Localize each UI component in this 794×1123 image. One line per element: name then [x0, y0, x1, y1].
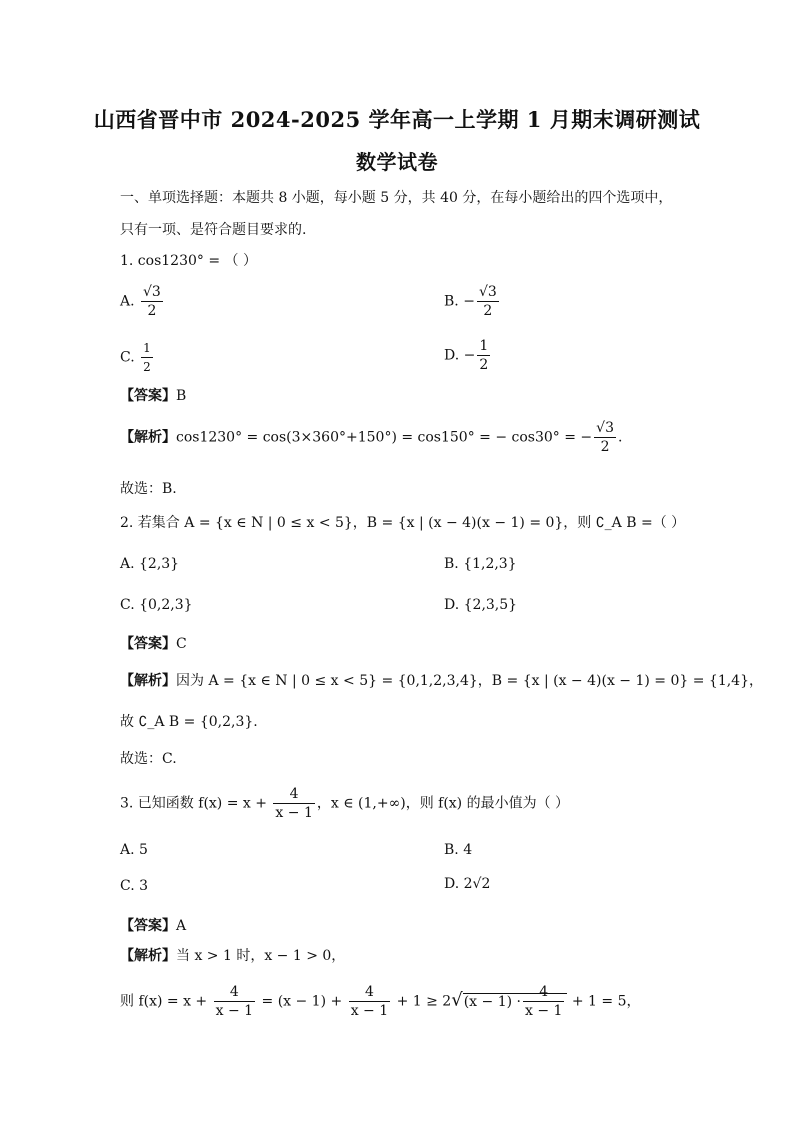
q1-option-b-sign: − [463, 293, 475, 310]
q1-answer-value: B [176, 388, 187, 404]
q3-derivation-num-1: 4 [214, 984, 255, 1002]
q3-answer [120, 915, 186, 935]
q3-option-b: B. 4 [444, 842, 473, 858]
q3-stem-prefix: 3. 已知函数 f(x) = x + [120, 795, 267, 812]
q1-answer-label: 【答案】 [120, 388, 176, 404]
q1-option-d-den: 2 [479, 357, 489, 373]
q2-answer-label: 【答案】 [120, 636, 176, 652]
q3-derivation-root-a: (x − 1) · [463, 993, 521, 1010]
q3-analysis-label: 【解析】 [120, 948, 176, 964]
q2-option-d: D. {2,3,5} [444, 597, 518, 613]
q1-option-b-num: √3 [478, 284, 497, 300]
q3-option-d [444, 876, 490, 892]
q1-option-c-den: 2 [143, 360, 151, 374]
q2-analysis-text: 因为 A = {x ∈ N | 0 ≤ x < 5} = {0,1,2,3,4}，B = {x | (x − 4)(x − 1) = 0} = {1,4}， [176, 673, 763, 689]
q1-option-a-num: √3 [143, 284, 161, 300]
q3-answer-value: A [176, 918, 187, 934]
q3-derivation-end: + 1 = 5， [571, 993, 641, 1010]
q3-derivation-prefix: 则 f(x) = x + [120, 993, 208, 1010]
document-subtitle: 数学试卷 [356, 150, 438, 174]
q3-derivation-mid-2: + 1 ≥ 2 [396, 993, 452, 1010]
document-title: 山西省晋中市 2024-2025 学年高一上学期 1 月期末调研测试 [93, 107, 701, 132]
q3-answer-label: 【答案】 [120, 918, 176, 934]
q3-derivation-den-2: x − 1 [350, 1003, 389, 1019]
q1-analysis [120, 420, 622, 455]
q3-derivation-mid-1: = (x − 1) + [261, 993, 343, 1010]
q3-stem-den: x − 1 [275, 805, 313, 821]
q1-option-b [444, 284, 501, 319]
q3-analysis-text: 当 x > 1 时，x − 1 > 0， [176, 948, 346, 964]
q3-option-c: C. 3 [120, 878, 149, 894]
q1-option-d-sign: − [463, 347, 476, 364]
q1-option-a-label: A. [120, 293, 135, 310]
q1-option-c [120, 340, 155, 375]
q3-derivation-num-2: 4 [349, 984, 390, 1002]
q2-option-a: A. {2,3} [120, 556, 180, 572]
q1-option-b-label: B. [444, 293, 459, 310]
q1-analysis-text: cos1230° = cos(3×360°+150°) = cos150° = − cos30° = − [176, 429, 593, 446]
q2-option-c: C. {0,2,3} [120, 597, 193, 613]
q1-analysis-den: 2 [600, 439, 610, 455]
q1-stem: 1. cos1230° = （ ） [120, 253, 257, 269]
q3-derivation-num-3: 4 [523, 984, 564, 1002]
q3-derivation [120, 984, 641, 1019]
q3-option-d-label: D. [444, 876, 460, 892]
q1-analysis-end: . [617, 429, 623, 446]
q3-derivation-sqrt: √(x − 1) · $\frac{4}{x - 1}$ [451, 984, 567, 1019]
q1-analysis-num: √3 [596, 420, 614, 436]
q2-conclusion: 故选：C. [120, 751, 177, 767]
q3-stem-suffix: ，x ∈ (1,+∞)，则 f(x) 的最小值为（ ） [316, 795, 570, 812]
q2-stem: 2. 若集合 A = {x ∈ N | 0 ≤ x < 5}，B = {x | (x − 4)(x − 1) = 0}，则 ∁_A B =（ ） [120, 515, 686, 531]
q3-option-d-value: 2√2 [463, 876, 491, 892]
q1-option-b-den: 2 [483, 303, 493, 319]
q1-option-c-label: C. [120, 349, 135, 366]
section-heading: 一、单项选择题：本题共 8 小题，每小题 5 分，共 40 分，在每小题给出的四个选项中，只有一项、是符合题目要求的. [120, 190, 673, 238]
q1-option-d-label: D. [444, 347, 460, 364]
q3-derivation-den-3: x − 1 [524, 1003, 563, 1019]
q1-conclusion: 故选：B. [120, 481, 177, 497]
q3-stem-num: 4 [273, 786, 314, 804]
q2-answer [120, 633, 187, 653]
q1-analysis-label: 【解析】 [120, 429, 176, 446]
q1-option-d-num: 1 [479, 338, 489, 354]
q1-option-d [444, 338, 492, 373]
q1-option-a-den: 2 [147, 303, 157, 319]
q3-stem [120, 786, 569, 821]
q2-answer-value: C [176, 636, 187, 652]
q2-analysis-2: 故 ∁_A B = {0,2,3}. [120, 714, 258, 730]
q3-option-a: A. 5 [120, 842, 148, 858]
q1-option-a [120, 284, 165, 319]
q3-analysis [120, 945, 345, 965]
q2-analysis-label: 【解析】 [120, 673, 176, 689]
q1-answer [120, 385, 186, 405]
q1-option-c-num: 1 [141, 340, 153, 358]
q2-option-b: B. {1,2,3} [444, 556, 517, 572]
q2-analysis [120, 670, 763, 690]
q3-derivation-den-1: x − 1 [215, 1003, 254, 1019]
